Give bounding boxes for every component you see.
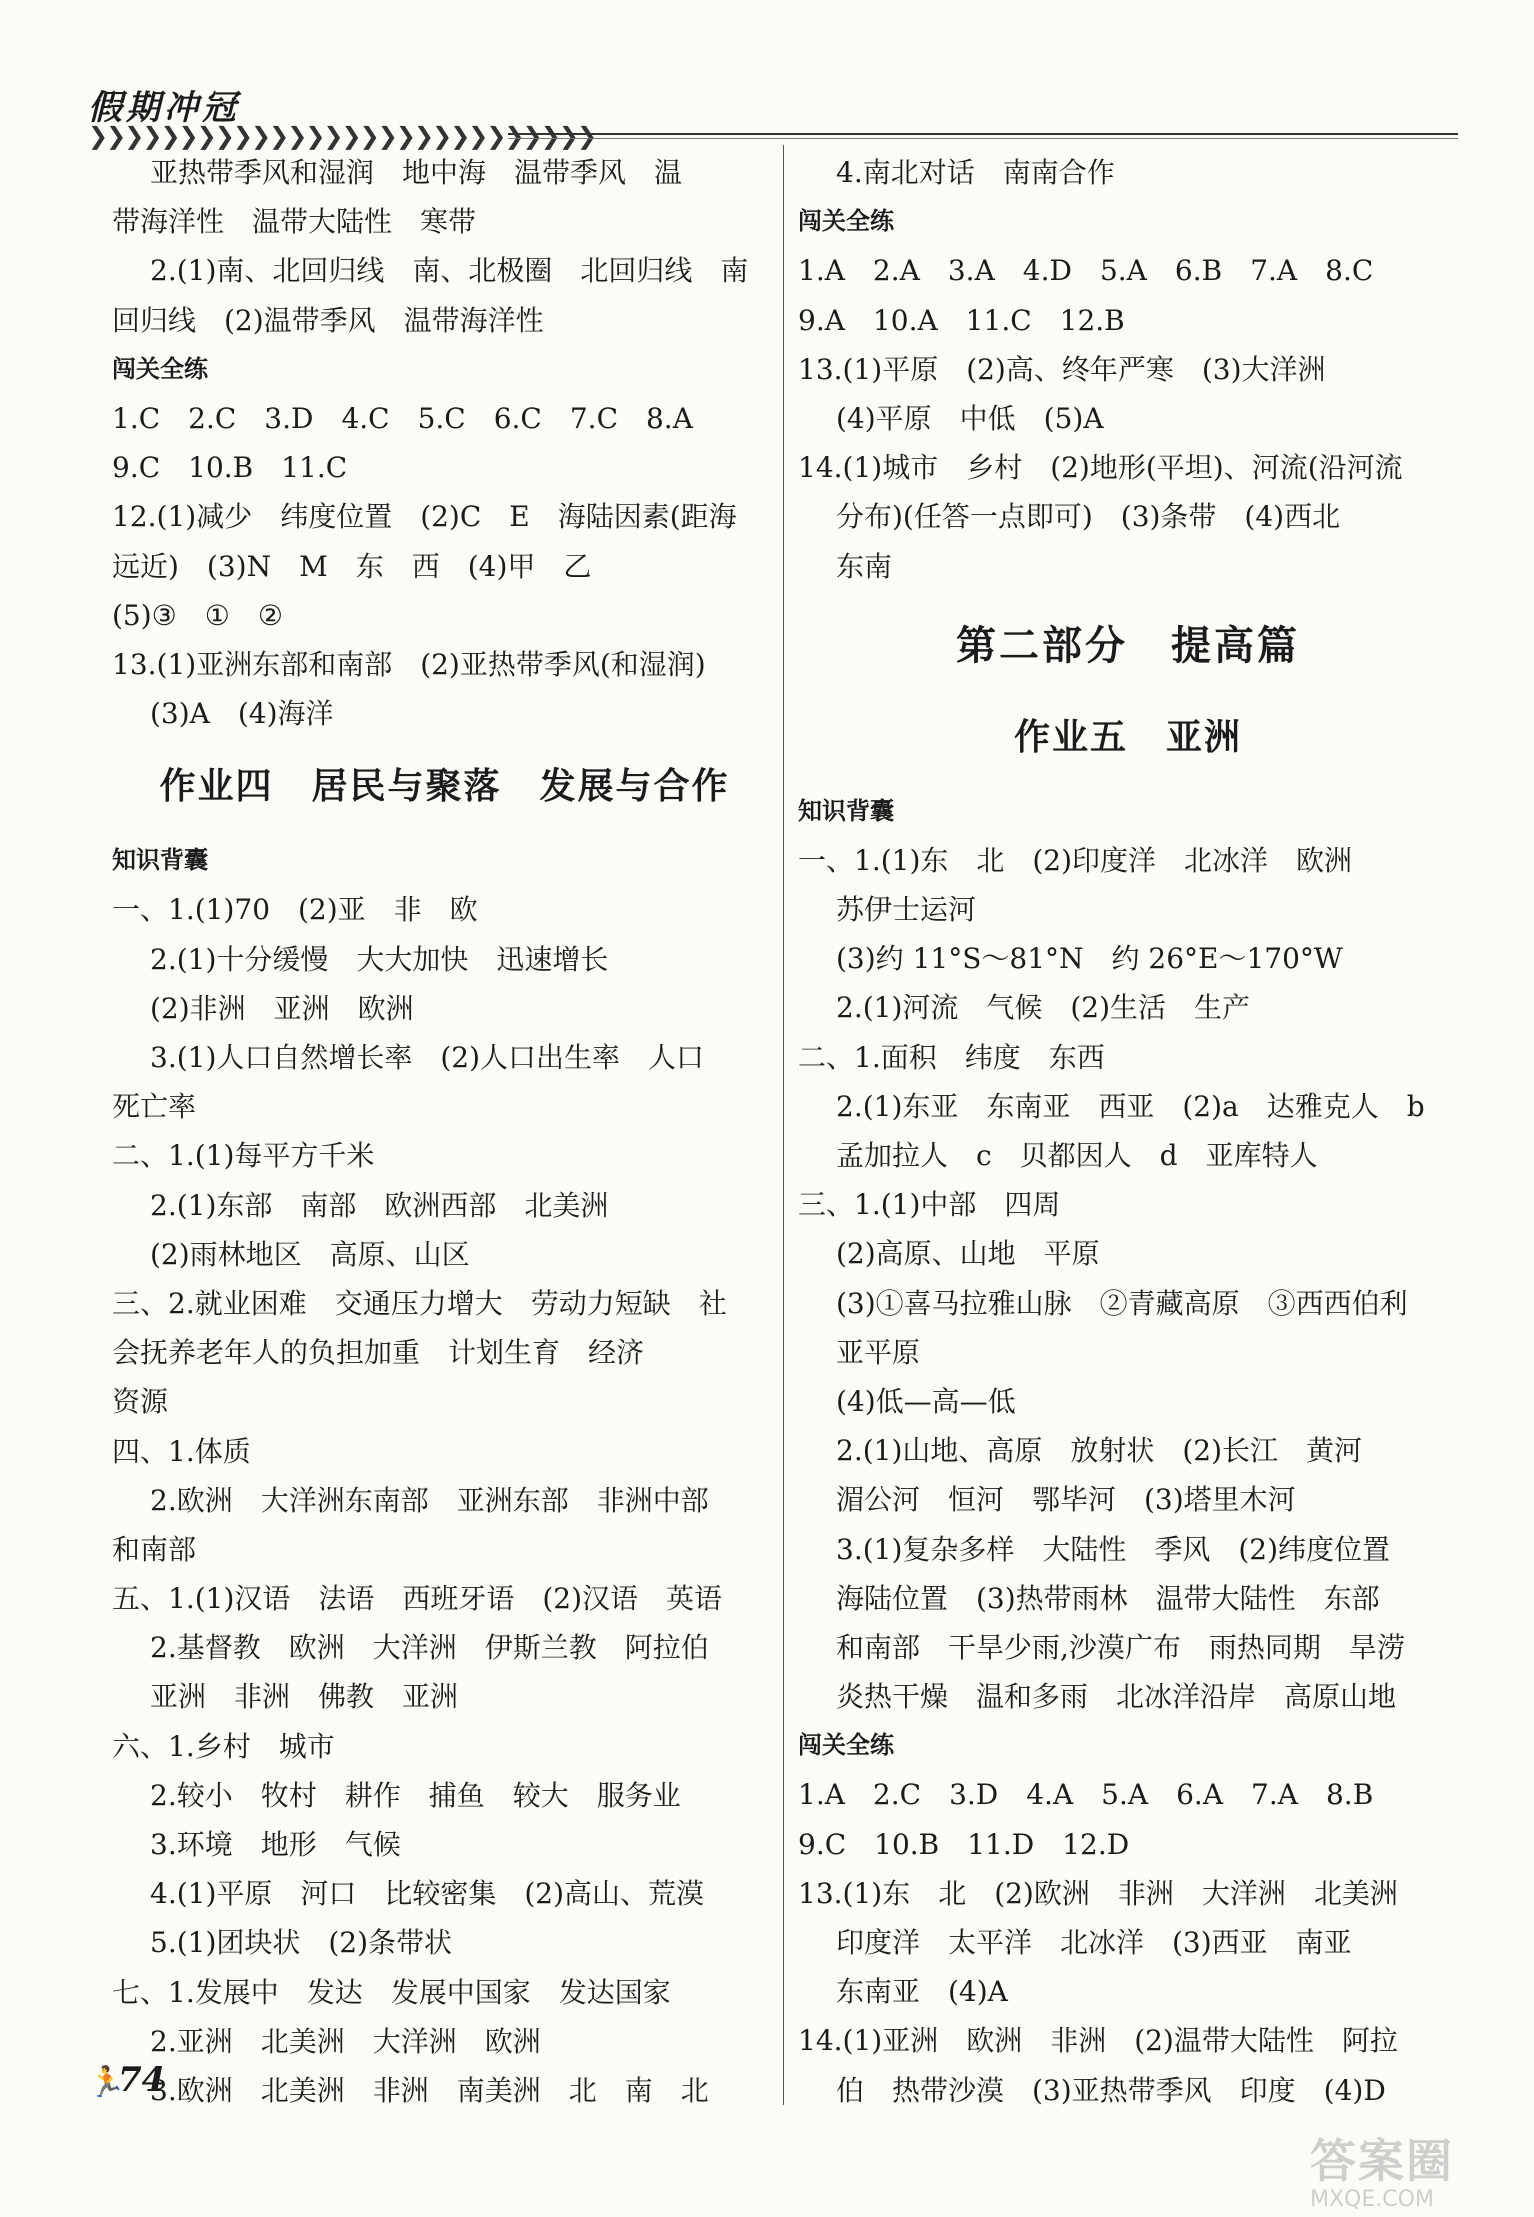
answer-line: 伯 热带沙漠 (3)亚热带季风 印度 (4)D xyxy=(836,2073,1386,2107)
answer-line: (4)平原 中低 (5)A xyxy=(836,401,1104,435)
answer-line: 和南部 干旱少雨,沙漠广布 雨热同期 旱涝 xyxy=(836,1630,1405,1664)
answer-line: 2.(1)南、北回归线 南、北极圈 北回归线 南 xyxy=(150,254,749,288)
answer-line: 东南亚 (4)A xyxy=(836,1975,1008,2009)
answer-line: (5)③ ① ② xyxy=(112,598,283,632)
watermark-url: MXQE.COM xyxy=(1310,2187,1434,2212)
answer-line: 2.(1)东部 南部 欧洲西部 北美洲 xyxy=(150,1188,609,1222)
answer-line: 4.南北对话 南南合作 xyxy=(836,156,1115,189)
answer-line: 孟加拉人 c 贝都因人 d 亚库特人 xyxy=(836,1139,1318,1172)
brand-title: 假期冲冠 xyxy=(88,88,240,128)
answer-line: 1.C 2.C 3.D 4.C 5.C 6.C 7.C 8.A xyxy=(112,401,693,435)
answer-line: 四、1.体质 xyxy=(112,1434,251,1468)
section-label: 闯关全练 xyxy=(798,207,894,236)
answer-line: 9.C 10.B 11.C xyxy=(112,451,348,485)
answer-line: 和南部 xyxy=(112,1532,197,1566)
answer-line: 2.(1)河流 气候 (2)生活 生产 xyxy=(836,991,1251,1025)
answer-line: 2.(1)山地、高原 放射状 (2)长江 黄河 xyxy=(836,1434,1363,1468)
answer-line: 回归线 (2)温带季风 温带海洋性 xyxy=(112,303,544,337)
answer-line: 七、1.发展中 发达 发展中国家 发达国家 xyxy=(112,1975,671,2009)
answer-line: 六、1.乡村 城市 xyxy=(112,1729,335,1763)
answer-line: 2.欧洲 大洋洲东南部 亚洲东部 非洲中部 xyxy=(150,1483,709,1517)
answer-line: 死亡率 xyxy=(112,1090,197,1124)
page-header xyxy=(88,80,1458,150)
answer-line: 亚平原 xyxy=(836,1335,921,1369)
answer-line: 三、2.就业困难 交通压力增大 劳动力短缺 社 xyxy=(112,1286,727,1320)
answer-line: 二、1.面积 纬度 东西 xyxy=(798,1040,1105,1074)
answer-line: 分布)(任答一点即可) (3)条带 (4)西北 xyxy=(836,500,1341,534)
answer-line: 9.C 10.B 11.D 12.D xyxy=(798,1827,1130,1861)
answer-line: 2.基督教 欧洲 大洋洲 伊斯兰教 阿拉伯 xyxy=(150,1631,709,1665)
chevron-decoration: ❯❯❯❯❯❯❯❯❯❯❯❯❯❯❯❯❯❯❯❯❯❯❯❯❯❯❯❯ xyxy=(88,122,596,150)
answer-line: 2.亚洲 北美洲 大洋洲 欧洲 xyxy=(150,2024,541,2058)
answer-line: (3)约 11°S～81°N 约 26°E～170°W xyxy=(836,942,1343,976)
answer-line: 苏伊士运河 xyxy=(836,893,977,927)
answer-line: 14.(1)亚洲 欧洲 非洲 (2)温带大陆性 阿拉 xyxy=(798,2024,1398,2058)
answer-line: 会抚养老年人的负担加重 计划生育 经济 xyxy=(112,1336,645,1370)
section-label: 知识背囊 xyxy=(112,846,208,875)
answer-line: 3.(1)人口自然增长率 (2)人口出生率 人口 xyxy=(150,1041,705,1074)
watermark-logo-text: 答案圈 xyxy=(1310,2134,1454,2188)
answer-line: 海陆位置 (3)热带雨林 温带大陆性 东部 xyxy=(836,1581,1380,1615)
answer-line: (2)非洲 亚洲 欧洲 xyxy=(150,991,414,1025)
answer-line: (2)高原、山地 平原 xyxy=(836,1237,1100,1271)
answer-line: 12.(1)减少 纬度位置 (2)C E 海陆因素(距海 xyxy=(112,500,737,534)
section-label: 闯关全练 xyxy=(798,1731,894,1760)
answer-line: 13.(1)平原 (2)高、终年严寒 (3)大洋洲 xyxy=(798,352,1326,386)
answer-line: 4.(1)平原 河口 比较密集 (2)高山、荒漠 xyxy=(150,1877,705,1911)
answer-line: (3)A (4)海洋 xyxy=(150,697,334,731)
answer-line: 13.(1)东 北 (2)欧洲 非洲 大洋洲 北美洲 xyxy=(798,1876,1398,1910)
answer-line: 炎热干燥 温和多雨 北冰洋沿岸 高原山地 xyxy=(836,1680,1397,1714)
right-column xyxy=(798,148,1458,2115)
answer-line: 9.A 10.A 11.C 12.B xyxy=(798,303,1125,337)
answer-line: 五、1.(1)汉语 法语 西班牙语 (2)汉语 英语 xyxy=(112,1582,723,1616)
answer-line: 5.(1)团块状 (2)条带状 xyxy=(150,1926,453,1960)
header-rule-thin xyxy=(508,138,1458,139)
answer-line: (4)低—高—低 xyxy=(836,1384,1016,1418)
column-divider xyxy=(783,145,784,2105)
answer-line: 二、1.(1)每平方千米 xyxy=(112,1139,375,1173)
answer-line: 印度洋 太平洋 北冰洋 (3)西亚 南亚 xyxy=(836,1926,1352,1959)
section-label: 知识背囊 xyxy=(798,796,894,825)
answer-line: 2.(1)东亚 东南亚 西亚 (2)a 达雅克人 b xyxy=(836,1089,1425,1123)
answer-line: 三、1.(1)中部 四周 xyxy=(798,1188,1061,1222)
answer-line: 亚洲 非洲 佛教 亚洲 xyxy=(150,1680,459,1714)
header-rule xyxy=(508,133,1458,135)
section-label: 闯关全练 xyxy=(112,354,208,383)
answer-line: 13.(1)亚洲东部和南部 (2)亚热带季风(和湿润) xyxy=(112,647,706,681)
assignment-heading: 作业四 居民与聚落 发展与合作 xyxy=(159,766,730,808)
part-heading: 第二部分 提高篇 xyxy=(956,622,1300,669)
answer-line: 3.欧洲 北美洲 非洲 南美洲 北 南 北 xyxy=(150,2073,709,2107)
answer-line: 带海洋性 温带大陆性 寒带 xyxy=(112,205,477,239)
runner-icon: 🏃 xyxy=(88,2065,126,2100)
answer-line: 东南 xyxy=(836,549,893,583)
answer-line: 3.环境 地形 气候 xyxy=(150,1828,401,1861)
answer-line: 湄公河 恒河 鄂毕河 (3)塔里木河 xyxy=(836,1483,1296,1517)
answer-line: 资源 xyxy=(112,1385,169,1419)
answer-line: (2)雨林地区 高原、山区 xyxy=(150,1237,470,1271)
answer-line: (3)①喜马拉雅山脉 ②青藏高原 ③西西伯利 xyxy=(836,1286,1408,1320)
page-number: 74 xyxy=(118,2060,166,2100)
watermark xyxy=(1310,2125,1520,2212)
answer-line: 一、1.(1)70 (2)亚 非 欧 xyxy=(112,893,478,927)
answer-line: 一、1.(1)东 北 (2)印度洋 北冰洋 欧洲 xyxy=(798,843,1353,877)
left-column xyxy=(112,148,777,2115)
answer-line: 2.较小 牧村 耕作 捕鱼 较大 服务业 xyxy=(150,1778,681,1812)
answer-line: 亚热带季风和湿润 地中海 温带季风 温 xyxy=(150,156,683,189)
answer-line: 3.(1)复杂多样 大陆性 季风 (2)纬度位置 xyxy=(836,1532,1391,1566)
assignment-heading: 作业五 亚洲 xyxy=(1013,716,1242,758)
answer-line: 1.A 2.C 3.D 4.A 5.A 6.A 7.A 8.B xyxy=(798,1778,1374,1812)
answer-line: 2.(1)十分缓慢 大大加快 迅速增长 xyxy=(150,942,609,976)
answer-line: 远近) (3)N M 东 西 (4)甲 乙 xyxy=(112,549,592,583)
answer-line: 1.A 2.A 3.A 4.D 5.A 6.B 7.A 8.C xyxy=(798,254,1374,288)
answer-line: 14.(1)城市 乡村 (2)地形(平坦)、河流(沿河流 xyxy=(798,451,1403,485)
